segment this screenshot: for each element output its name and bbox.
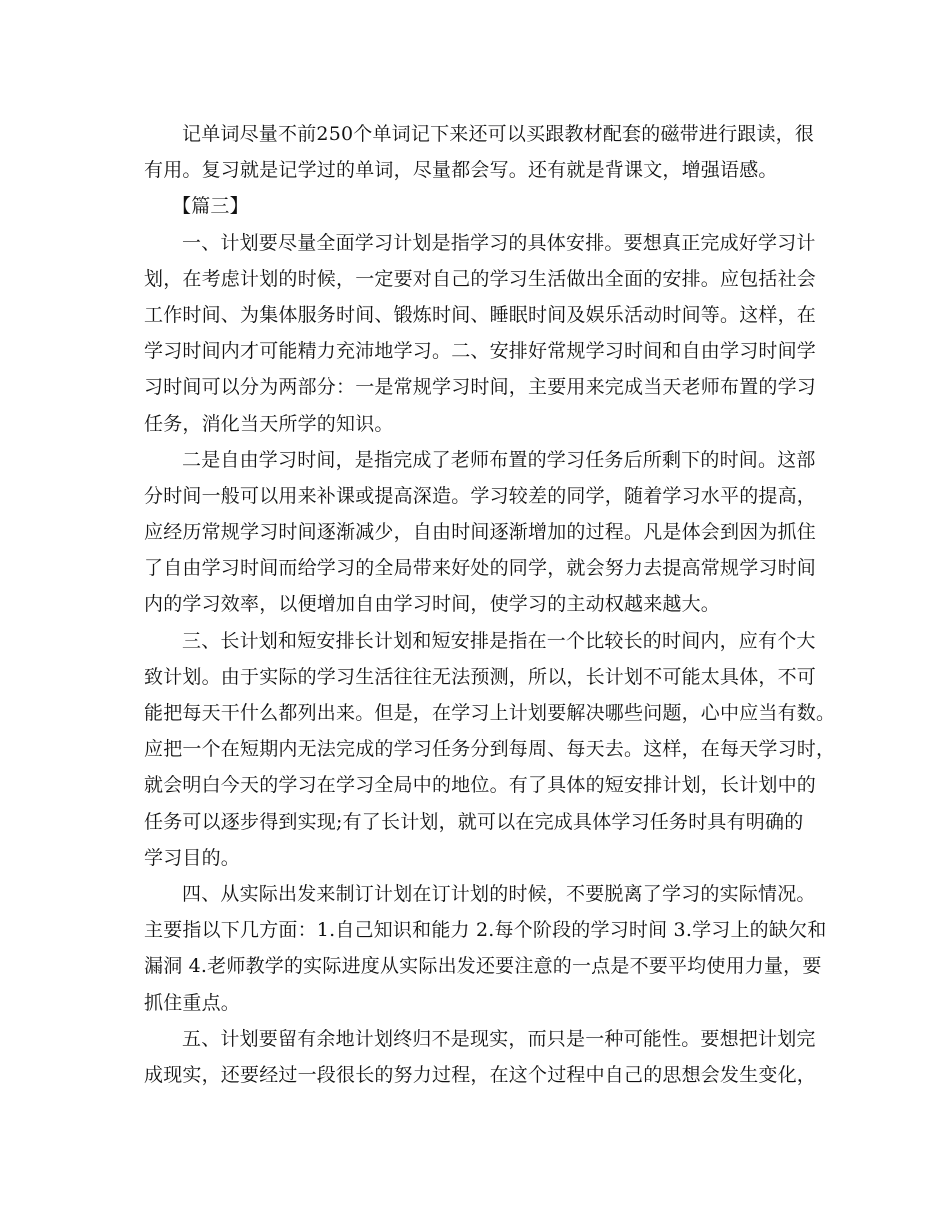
text-line: 致计划。由于实际的学习生活往往无法预测，所以，长计划不可能太具体，不可 [144, 665, 817, 688]
text-line: 任务可以逐步得到实现;有了长计划，就可以在完成具体学习任务时具有明确的 [144, 810, 804, 833]
text-line: 一、计划要尽量全面学习计划是指学习的具体安排。要想真正完成好学习计 [182, 231, 816, 254]
text-line: 三、长计划和短安排长计划和短安排是指在一个比较长的时间内，应有个大 [182, 629, 816, 652]
text-line: 四、从实际出发来制订计划在订计划的时候，不要脱离了学习的实际情况。 [182, 882, 816, 905]
text-line: 有用。复习就是记学过的单词，尽量都会写。还有就是背课文，增强语感。 [144, 159, 778, 182]
text-line: 应把一个在短期内无法完成的学习任务分到每周、每天去。这样，在每天学习时， [144, 738, 836, 761]
text-line: 分时间一般可以用来补课或提高深造。学习较差的同学，随着学习水平的提高， [144, 484, 817, 507]
text-line: 学习时间内才可能精力充沛地学习。二、安排好常规学习时间和自由学习时间学 [144, 340, 817, 363]
text-line: 能把每天干什么都列出来。但是，在学习上计划要解决哪些问题，心中应当有数。 [144, 702, 836, 724]
text-line: 内的学习效率，以便增加自由学习时间，使学习的主动权越来越大。 [144, 593, 721, 616]
text-line: 了自由学习时间而给学习的全局带来好处的同学，就会努力去提高常规学习时间 [144, 557, 817, 580]
section-heading: 【篇三】 [172, 195, 249, 218]
text-line: 应经历常规学习时间逐渐减少，自由时间逐渐增加的过程。凡是体会到因为抓住 [144, 521, 817, 544]
text-line: 学习目的。 [144, 846, 241, 869]
text-line: 抓住重点。 [144, 991, 241, 1014]
text-line: 二是自由学习时间，是指完成了老师布置的学习任务后所剩下的时间。这部 [182, 448, 816, 471]
text-line: 习时间可以分为两部分：一是常规学习时间，主要用来完成当天老师布置的学习 [144, 376, 817, 399]
text-line: 划，在考虑计划的时候，一定要对自己的学习生活做出全面的安排。应包括社会 [144, 267, 817, 290]
text-line: 工作时间、为集体服务时间、锻炼时间、睡眠时间及娱乐活动时间等。这样，在 [144, 303, 817, 326]
text-line: 就会明白今天的学习在学习全局中的地位。有了具体的短安排计划，长计划中的 [144, 774, 817, 797]
text-line: 漏洞 4.老师教学的实际进度从实际出发还要注意的一点是不要平均使用力量，要 [144, 955, 822, 978]
document-body [144, 116, 836, 1093]
text-line: 记单词尽量不前250个单词记下来还可以买跟教材配套的磁带进行跟读，很 [182, 123, 815, 145]
text-line: 任务，消化当天所学的知识。 [144, 412, 394, 435]
text-line: 成现实，还要经过一段很长的努力过程，在这个过程中自己的思想会发生变化， [144, 1063, 817, 1086]
text-line: 五、计划要留有余地计划终归不是现实，而只是一种可能性。要想把计划完 [182, 1027, 816, 1050]
text-line: 主要指以下几方面：1.自己知识和能力 2.每个阶段的学习时间 3.学习上的缺欠和 [144, 919, 827, 942]
